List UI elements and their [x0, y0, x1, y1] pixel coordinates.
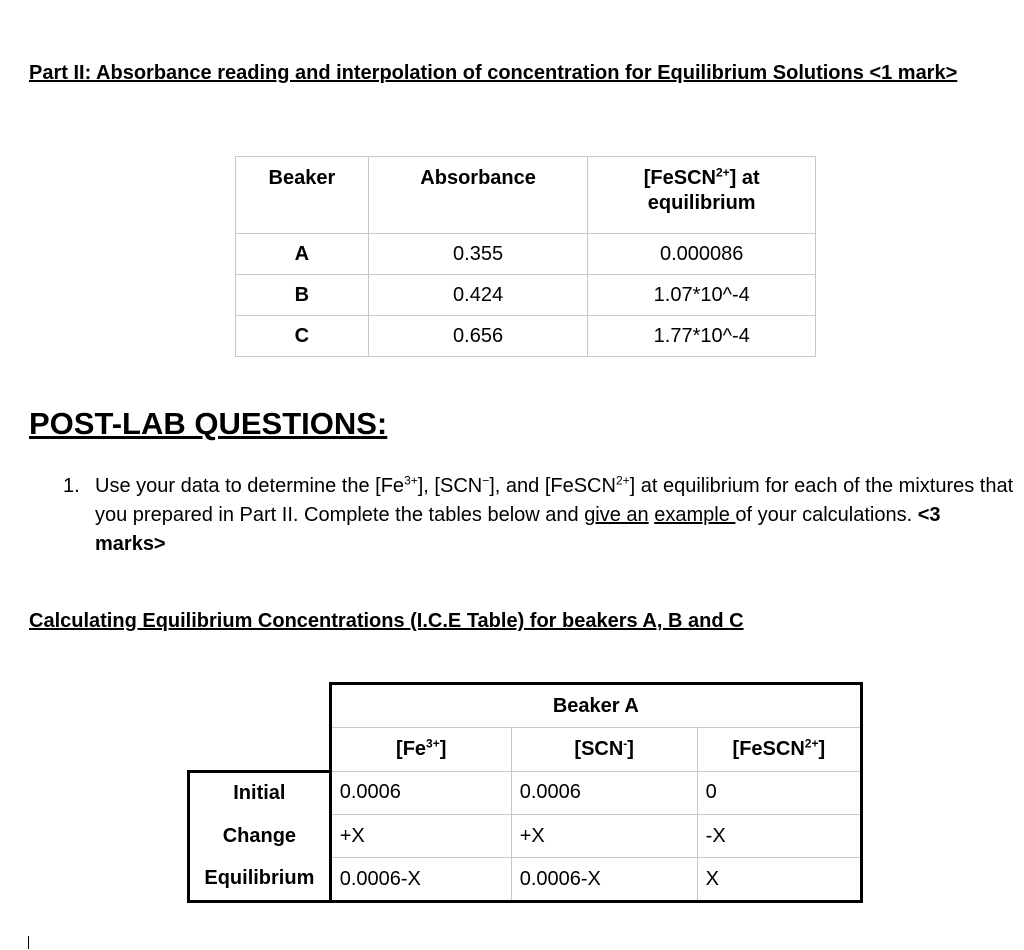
question-1-text: Use your data to determine the $[Fe^{3+}]$, [SCN−], and [FeSCN$^{2+}$] at equilibrium for each of the mixtures that you prepared in Part II. Complete the tables below and give an example of your calculations. <3 marks> [95, 473, 1014, 555]
postlab-title: POST-LAB QUESTIONS: [29, 406, 388, 441]
col-header-beaker: Beaker [236, 157, 369, 234]
table-header-row [236, 157, 816, 234]
table-row [189, 858, 862, 902]
row-label-equilibrium: Equilibrium [189, 858, 331, 902]
concentration-cell: 1.07*10^-4 [588, 275, 816, 316]
beaker-a-title: Beaker A [330, 684, 861, 728]
concentration-cell: 0.000086 [588, 234, 816, 275]
col-header-fe: $[Fe^{3+}]$ [330, 728, 511, 772]
fe-value-cell: 0.0006-X [330, 858, 511, 902]
fe-value-cell: 0.0006 [330, 771, 511, 815]
underlined-text-give-an: give an [584, 504, 649, 526]
beaker-cell: A [236, 234, 369, 275]
absorbance-cell: 0.656 [368, 316, 588, 357]
beaker-cell: B [236, 275, 369, 316]
absorbance-cell: 0.355 [368, 234, 588, 275]
fescn-value-cell: -X [697, 815, 861, 858]
table-row [236, 316, 816, 357]
absorbance-cell: 0.424 [368, 275, 588, 316]
part2-heading: Part II: Absorbance reading and interpolation of concentration for Equilibrium Solutions <1 mark> [29, 62, 958, 84]
col-header-fescn: [FeSCN$^{2+}$] [697, 728, 861, 772]
marks-label: <3 marks> [95, 504, 941, 555]
question-number: 1. [63, 475, 80, 497]
absorbance-table [235, 156, 816, 357]
beaker-cell: C [236, 316, 369, 357]
underlined-text-example: example [654, 504, 736, 526]
fe-value-cell: +X [330, 815, 511, 858]
scn-value-cell: 0.0006-X [511, 858, 697, 902]
concentration-cell: 1.77*10^-4 [588, 316, 816, 357]
ice-title-row [189, 684, 862, 728]
table-row [236, 234, 816, 275]
ice-header-row [189, 728, 862, 772]
table-row [189, 771, 862, 815]
scn-value-cell: 0.0006 [511, 771, 697, 815]
col-header-concentration: [FeSCN$^{2+}$] at equilibrium [588, 157, 816, 234]
table-row [189, 815, 862, 858]
fescn-value-cell: X [697, 858, 861, 902]
row-label-initial: Initial [189, 771, 331, 815]
scn-value-cell: +X [511, 815, 697, 858]
ice-table [187, 682, 863, 903]
col-header-absorbance: Absorbance [368, 157, 588, 234]
fescn-value-cell: 0 [697, 771, 861, 815]
table-row [236, 275, 816, 316]
col-header-scn: [SCN-] [511, 728, 697, 772]
ice-heading: Calculating Equilibrium Concentrations (I.C.E Table) for beakers A, B and C [29, 610, 744, 632]
text-cursor [28, 936, 29, 949]
row-label-change: Change [189, 815, 331, 858]
